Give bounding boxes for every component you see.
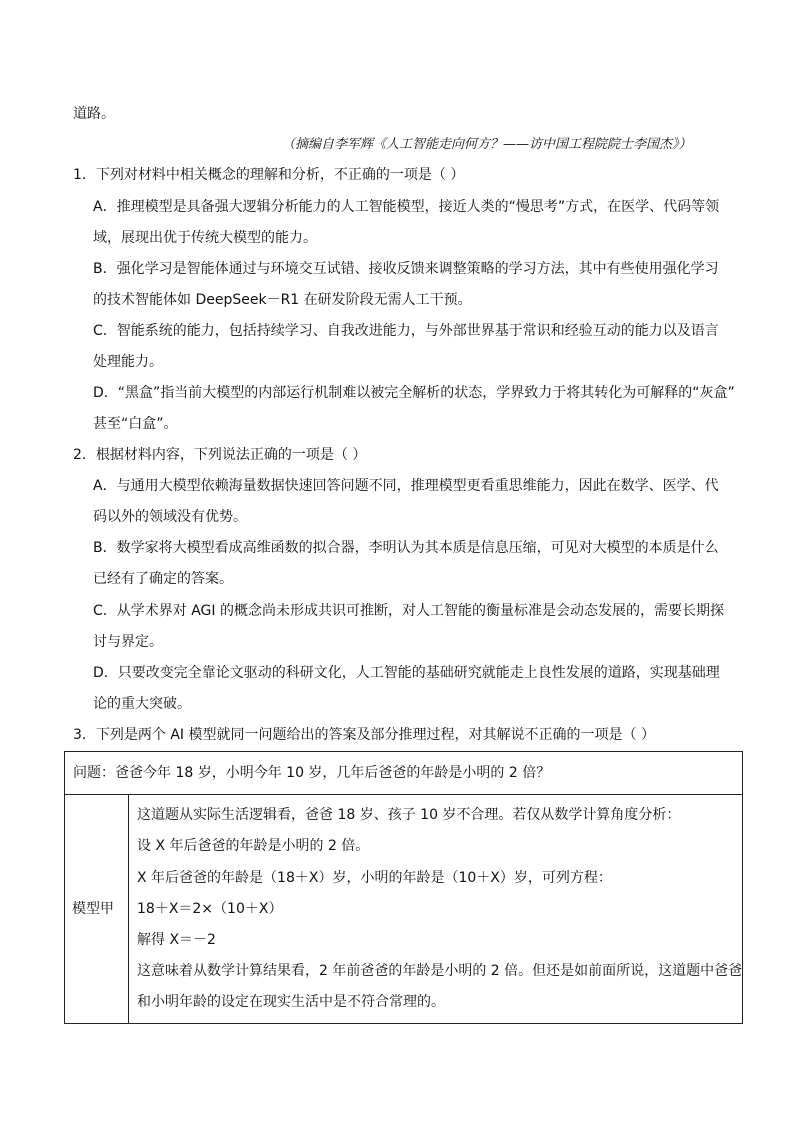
q1-option-b-line2: 的技术智能体如 DeepSeek－R1 在研发阶段无需人工干预。 bbox=[93, 292, 472, 308]
q1-option-c-line1: C．智能系统的能力，包括持续学习、自我改进能力，与外部世界基于常识和经验互动的能力以及语言 bbox=[93, 323, 719, 339]
q1-option-c-line2: 处理能力。 bbox=[93, 354, 163, 370]
model-answer-line-1: 这道题从实际生活逻辑看，爸爸 18 岁、孩子 10 岁不合理。若仅从数学计算角度分析： bbox=[137, 807, 681, 823]
q2-option-a-line1: A．与通用大模型依赖海量数据快速回答问题不同，推理模型更看重思维能力，因此在数学、医学、代 bbox=[93, 478, 719, 494]
q1-option-d-line1: D．“黑盒”指当前大模型的内部运行机制难以被完全解析的状态，学界致力于将其转化为可解释的“灰盒” bbox=[93, 385, 735, 401]
table-column-divider bbox=[128, 794, 129, 1023]
q1-option-b-line1: B．强化学习是智能体通过与环境交互试错、接收反馈来调整策略的学习方法，其中有些使用强化学习 bbox=[93, 261, 719, 277]
table-row-label: 模型甲 bbox=[72, 901, 114, 917]
q2-option-c-line2: 讨与界定。 bbox=[93, 634, 163, 650]
table-problem-text: 问题：爸爸今年 18 岁，小明今年 10 岁，几年后爸爸的年龄是小明的 2 倍？ bbox=[73, 765, 551, 781]
table-problem-row bbox=[65, 752, 742, 795]
model-answer-line-7: 和小明年龄的设定在现实生活中是不符合常理的。 bbox=[137, 994, 445, 1010]
question-3-stem: 3．下列是两个 AI 模型就同一问题给出的答案及部分推理过程，对其解说不正确的一项是（ ） bbox=[73, 727, 655, 743]
model-answer-line-6: 这意味着从数学计算结果看，2 年前爸爸的年龄是小明的 2 倍。但还是如前面所说，这道题中爸爸 bbox=[137, 963, 743, 979]
question-1-stem: 1．下列对材料中相关概念的理解和分析，不正确的一项是（ ） bbox=[73, 167, 465, 183]
q2-option-a-line2: 码以外的领域没有优势。 bbox=[93, 509, 247, 525]
top-fragment: 道路。 bbox=[73, 106, 115, 122]
q2-option-d-line2: 论的重大突破。 bbox=[93, 696, 191, 712]
q1-option-d-line2: 甚至“白盒”。 bbox=[93, 416, 178, 432]
model-answer-line-4: 18＋X＝2×（10＋X） bbox=[137, 901, 283, 917]
q2-option-b-line2: 已经有了确定的答案。 bbox=[93, 571, 233, 587]
q1-option-a-line2: 域，展现出优于传统大模型的能力。 bbox=[93, 230, 317, 246]
q2-option-b-line1: B．数学家将大模型看成高维函数的拟合器，李明认为其本质是信息压缩，可见对大模型的本质是什么 bbox=[93, 540, 719, 556]
model-answer-line-5: 解得 X＝－2 bbox=[137, 932, 216, 948]
q2-option-d-line1: D．只要改变完全靠论文驱动的科研文化，人工智能的基础研究就能走上良性发展的道路，实现基础理 bbox=[93, 665, 720, 681]
source-note: （摘编自李军辉《人工智能走向何方？——访中国工程院院士李国杰》） bbox=[282, 137, 692, 152]
model-answer-line-2: 设 X 年后爸爸的年龄是小明的 2 倍。 bbox=[137, 838, 370, 854]
answer-table bbox=[64, 751, 743, 1024]
q1-option-a-line1: A．推理模型是具备强大逻辑分析能力的人工智能模型，接近人类的“慢思考”方式，在医学、代码等领 bbox=[93, 199, 720, 215]
q2-option-c-line1: C．从学术界对 AGI 的概念尚未形成共识可推断，对人工智能的衡量标准是会动态发展的，需要长期探 bbox=[93, 603, 724, 619]
question-2-stem: 2．根据材料内容，下列说法正确的一项是（ ） bbox=[73, 447, 367, 463]
model-answer-line-3: X 年后爸爸的年龄是（18＋X）岁，小明的年龄是（10＋X）岁，可列方程： bbox=[137, 870, 612, 886]
